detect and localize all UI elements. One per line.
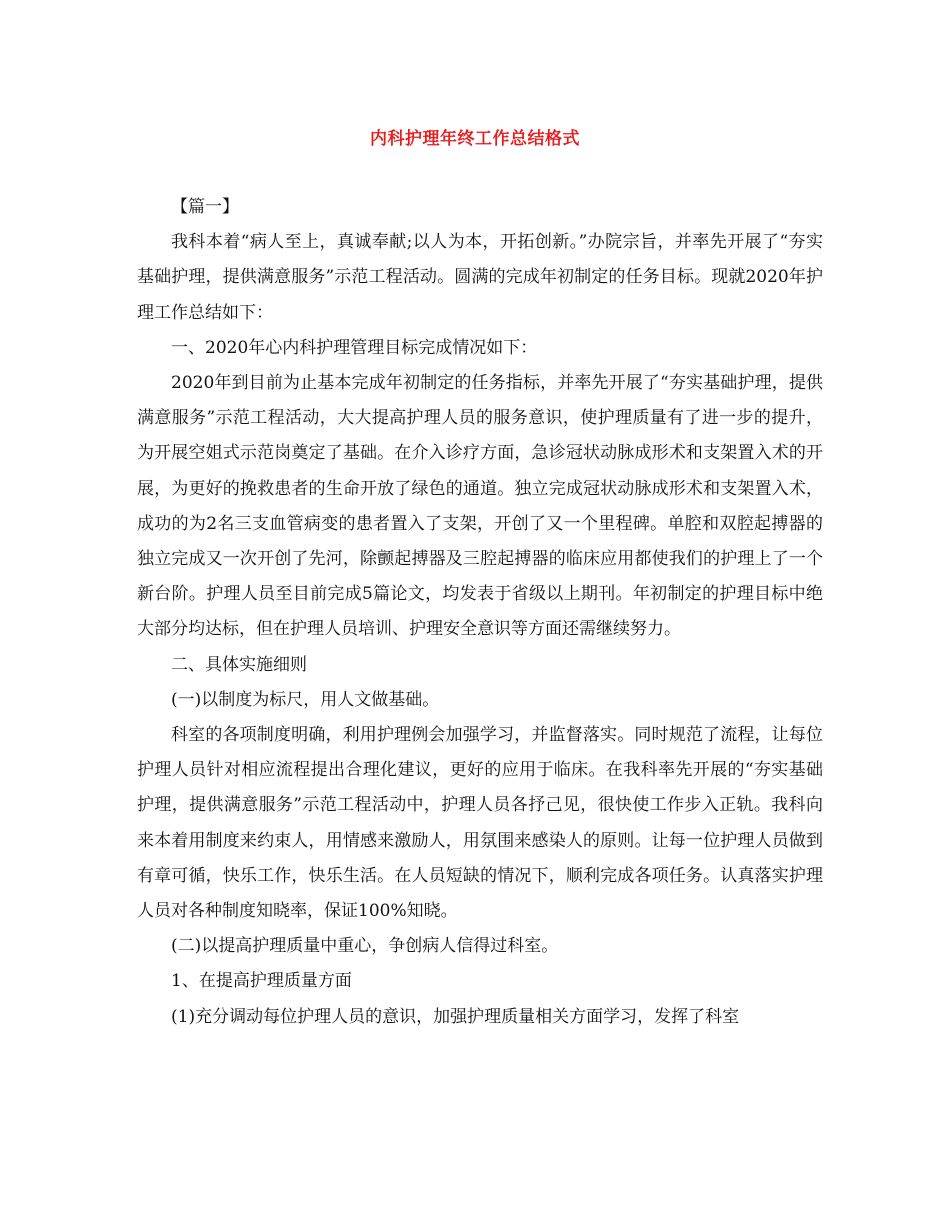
subsection-heading: (二)以提高护理质量中重心，争创病人信得过科室。 bbox=[171, 936, 559, 957]
paragraph: (1)充分调动每位护理人员的意识，加强护理质量相关方面学习，发挥了科室 bbox=[171, 1006, 740, 1027]
subsection-heading: 1、在提高护理质量方面 bbox=[171, 971, 352, 992]
paragraph: 科室的各项制度明确，利用护理例会加强学习，并监督落实。同时规范了流程，让每位护理人员针对相应流程提出合理化建议，更好的应用于临床。在我科率先开展的“夯实基础护理，提供满意服务”示范工程活动中，护理人员各抒己见，很快使工作步入正轨。我科向来本着用制度来约束人，用情感来激励人，用氛围来感染人的原则。让每一位护理人员做到有章可循，快乐工作，快乐生活。在人员短缺的情况下，顺利完成各项任务。认真落实护理人员对各种制度知晓率，保证100%知晓。 bbox=[137, 725, 823, 922]
section-heading: 【篇一】 bbox=[171, 197, 239, 217]
subsection-heading: (一)以制度为标尺，用人文做基础。 bbox=[171, 689, 440, 710]
section-heading: 二、具体实施细则 bbox=[171, 654, 307, 675]
section-heading: 一、2020年心内科护理管理目标完成情况如下： bbox=[171, 337, 538, 358]
paragraph: 我科本着“病人至上，真诚奉献;以人为本，开拓创新。”办院宗旨，并率先开展了“夯实基础护理，提供满意服务”示范工程活动。圆满的完成年初制定的任务目标。现就2020年护理工作总结如下： bbox=[137, 232, 823, 323]
paragraph: 2020年到目前为止基本完成年初制定的任务指标，并率先开展了“夯实基础护理，提供满意服务”示范工程活动，大大提高护理人员的服务意识，使护理质量有了进一步的提升，为开展空姐式示范岗奠定了基础。在介入诊疗方面，急诊冠状动脉成形术和支架置入术的开展，为更好的挽救患者的生命开放了绿色的通道。独立完成冠状动脉成形术和支架置入术，成功的为2名三支血管病变的患者置入了支架，开创了又一个里程碑。单腔和双腔起搏器的独立完成又一次开创了先河，除颤起搏器及三腔起搏器的临床应用都使我们的护理上了一个新台阶。护理人员至目前完成5篇论文，均发表于省级以上期刊。年初制定的护理目标中绝大部分均达标，但在护理人员培训、护理安全意识等方面还需继续努力。 bbox=[137, 373, 823, 640]
document-title: 内科护理年终工作总结格式 bbox=[370, 129, 580, 149]
document-body bbox=[137, 190, 823, 1035]
